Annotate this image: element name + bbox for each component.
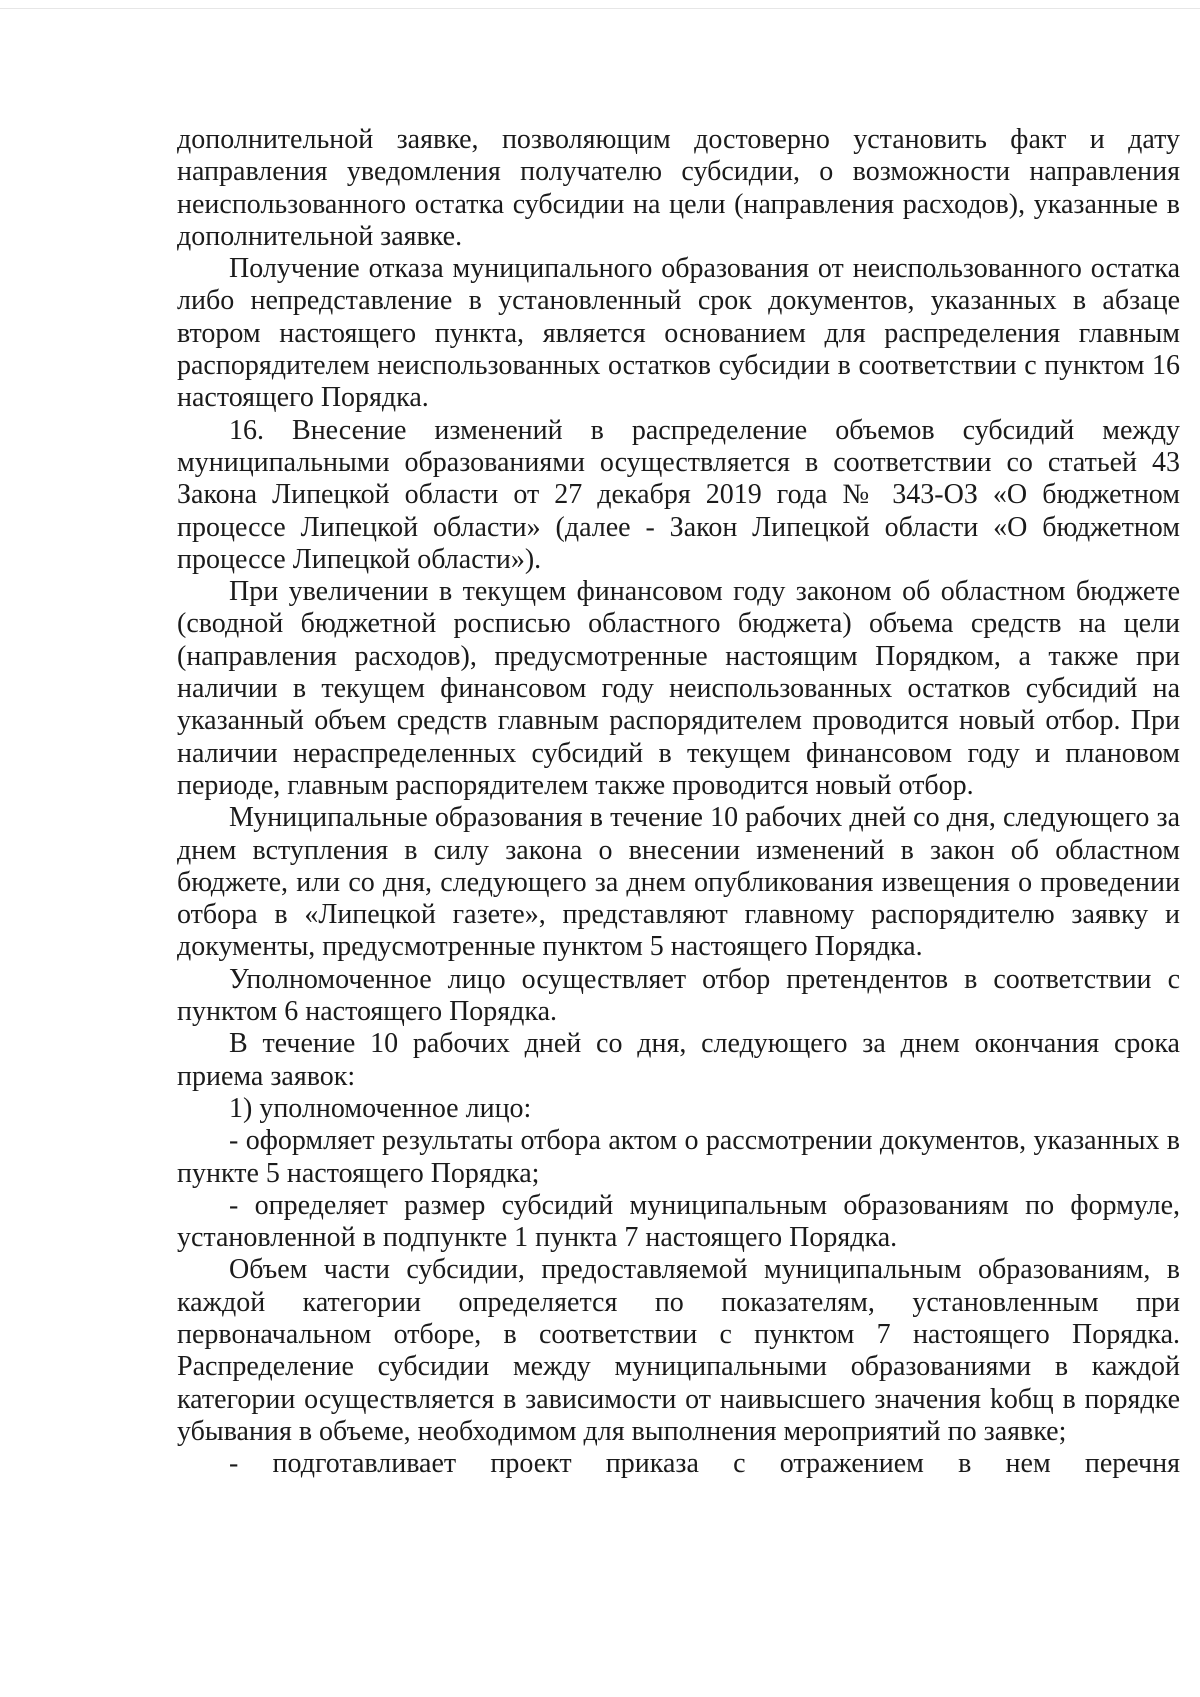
paragraph-12: - подготавливает проект приказа с отражением в нем перечня [229, 1448, 1180, 1480]
document-body [177, 124, 1180, 1480]
scan-edge-line [0, 8, 1200, 9]
paragraph-3: 16. Внесение изменений в распределение объемов субсидий между муниципальными образованиями осуществляется в соответствии со статьей 43 Закона Липецкой области от 27 декабря 2019 года № 343-ОЗ «О бюджетном процессе Липецкой области» (далее - Закон Липецкой области «О бюджетном процессе Липецкой области»). [177, 414, 1180, 575]
paragraph-8: 1) уполномоченное лицо: [229, 1092, 532, 1124]
paragraph-5: Муниципальные образования в течение 10 рабочих дней со дня, следующего за днем вступления в силу закона о внесении изменений в закон об областном бюджете, или со дня, следующего за днем опубликования извещения о проведении отбора в «Липецкой газете», представляют главному распорядителю заявку и документы, предусмотренные пунктом 5 настоящего Порядка. [177, 802, 1180, 963]
paragraph-1: дополнительной заявке, позволяющим достоверно установить факт и дату направления уведомления получателю субсидии, о возможности направления неиспользованного остатка субсидии на цели (направления расходов), указанные в дополнительной заявке. [177, 124, 1180, 252]
paragraph-7: В течение 10 рабочих дней со дня, следующего за днем окончания срока приема заявок: [177, 1028, 1180, 1092]
paragraph-6: Уполномоченное лицо осуществляет отбор претендентов в соответствии с пунктом 6 настоящего Порядка. [177, 963, 1180, 1028]
paragraph-10: - определяет размер субсидий муниципальным образованиям по формуле, установленной в подпункте 1 пункта 7 настоящего Порядка. [177, 1189, 1180, 1254]
paragraph-4: При увеличении в текущем финансовом году законом об областном бюджете (сводной бюджетной росписью областного бюджета) объема средств на цели (направления расходов), предусмотренные настоящим Порядком, а также при наличии в текущем финансовом году неиспользованных остатков субсидий на указанный объем средств главным распорядителем проводится новый отбор. При наличии нераспределенных субсидий в текущем финансовом году и плановом периоде, главным распорядителем также проводится новый отбор. [177, 576, 1180, 801]
paragraph-9: - оформляет результаты отбора актом о рассмотрении документов, указанных в пункте 5 настоящего Порядка; [177, 1125, 1180, 1189]
paragraph-2: Получение отказа муниципального образования от неиспользованного остатка либо непредставление в установленный срок документов, указанных в абзаце втором настоящего пункта, является основанием для распределения главным распорядителем неиспользованных остатков субсидии в соответствии с пунктом 16 настоящего Порядка. [177, 253, 1180, 414]
paragraph-11: Объем части субсидии, предоставляемой муниципальным образованиям, в каждой категории определяется по показателям, установленным при первоначальном отборе, в соответствии с пунктом 7 настоящего Порядка. Распределение субсидии между муниципальными образованиями в каждой категории осуществляется в зависимости от наивысшего значения kобщ в порядке убывания в объеме, необходимом для выполнения мероприятий по заявке; [177, 1254, 1180, 1447]
